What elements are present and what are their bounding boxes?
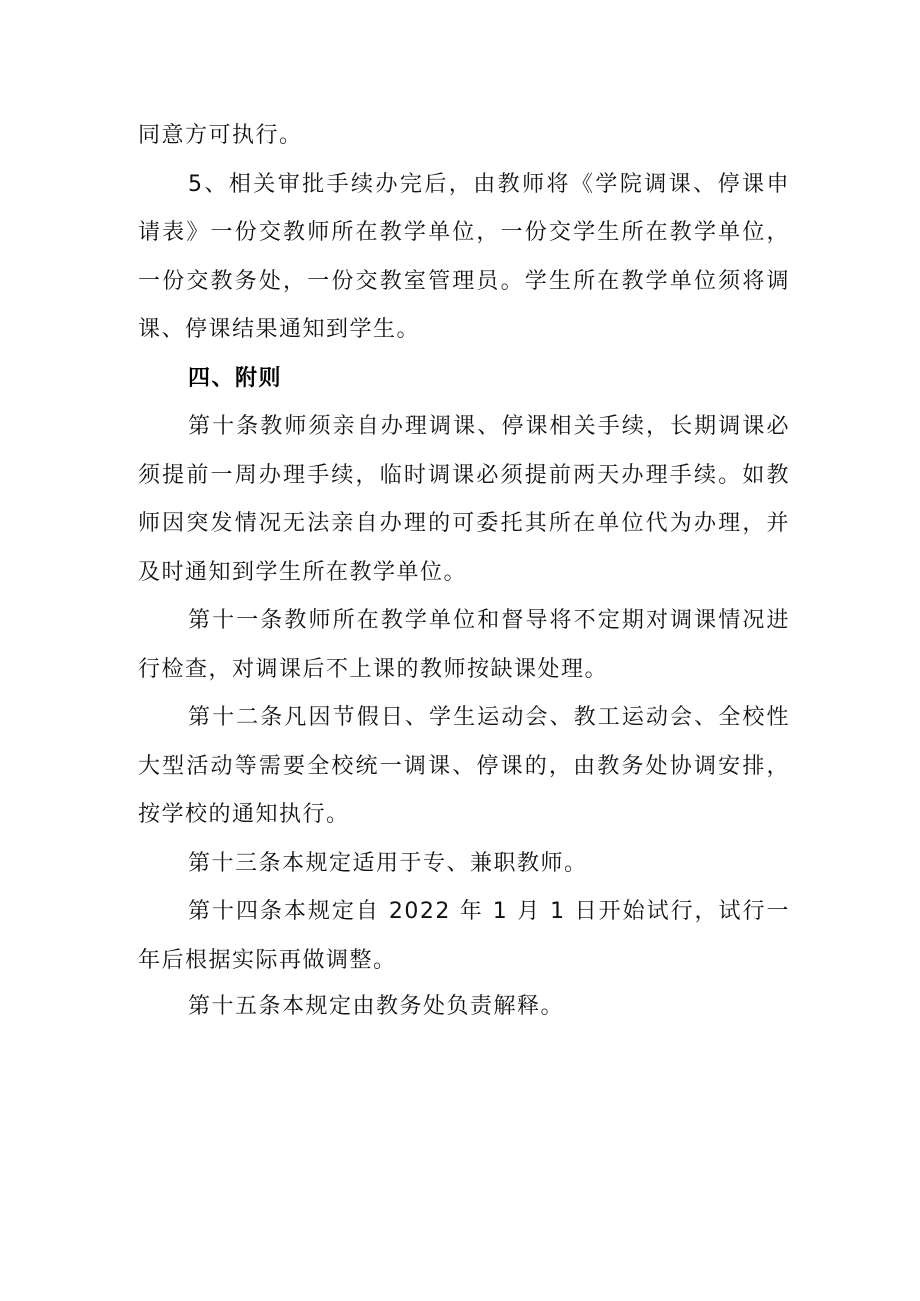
article-11: 第十一条教师所在教学单位和督导将不定期对调课情况进行检查，对调课后不上课的教师按缺课处理。 (138, 608, 790, 682)
article-13: 第十三条本规定适用于专、兼职教师。 (188, 850, 588, 876)
document-body (138, 112, 790, 1029)
paragraph-continuation: 同意方可执行。 (138, 123, 303, 148)
paragraph-item-5: 5、相关审批手续办完后，由教师将《学院调课、停课申请表》一份交教师所在教学单位，一份交学生所在教学单位，一份交教务处，一份交教室管理员。学生所在教学单位须将调课、停课结果通知到学生。 (138, 171, 790, 342)
article-10: 第十条教师须亲自办理调课、停课相关手续，长期调课必须提前一周办理手续，临时调课必须提前两天办理手续。如教师因突发情况无法亲自办理的可委托其所在单位代为办理，并及时通知到学生所在教学单位。 (138, 414, 790, 585)
article-15: 第十五条本规定由教务处负责解释。 (188, 994, 565, 1019)
article-12: 第十二条凡因节假日、学生运动会、教工运动会、全校性大型活动等需要全校统一调课、停课的，由教务处协调安排，按学校的通知执行。 (138, 705, 790, 827)
article-14: 第十四条本规定自 2022 年 1 月 1 日开始试行，试行一年后根据实际再做调整。 (138, 899, 790, 973)
section-heading-appendix: 四、附则 (188, 365, 283, 391)
